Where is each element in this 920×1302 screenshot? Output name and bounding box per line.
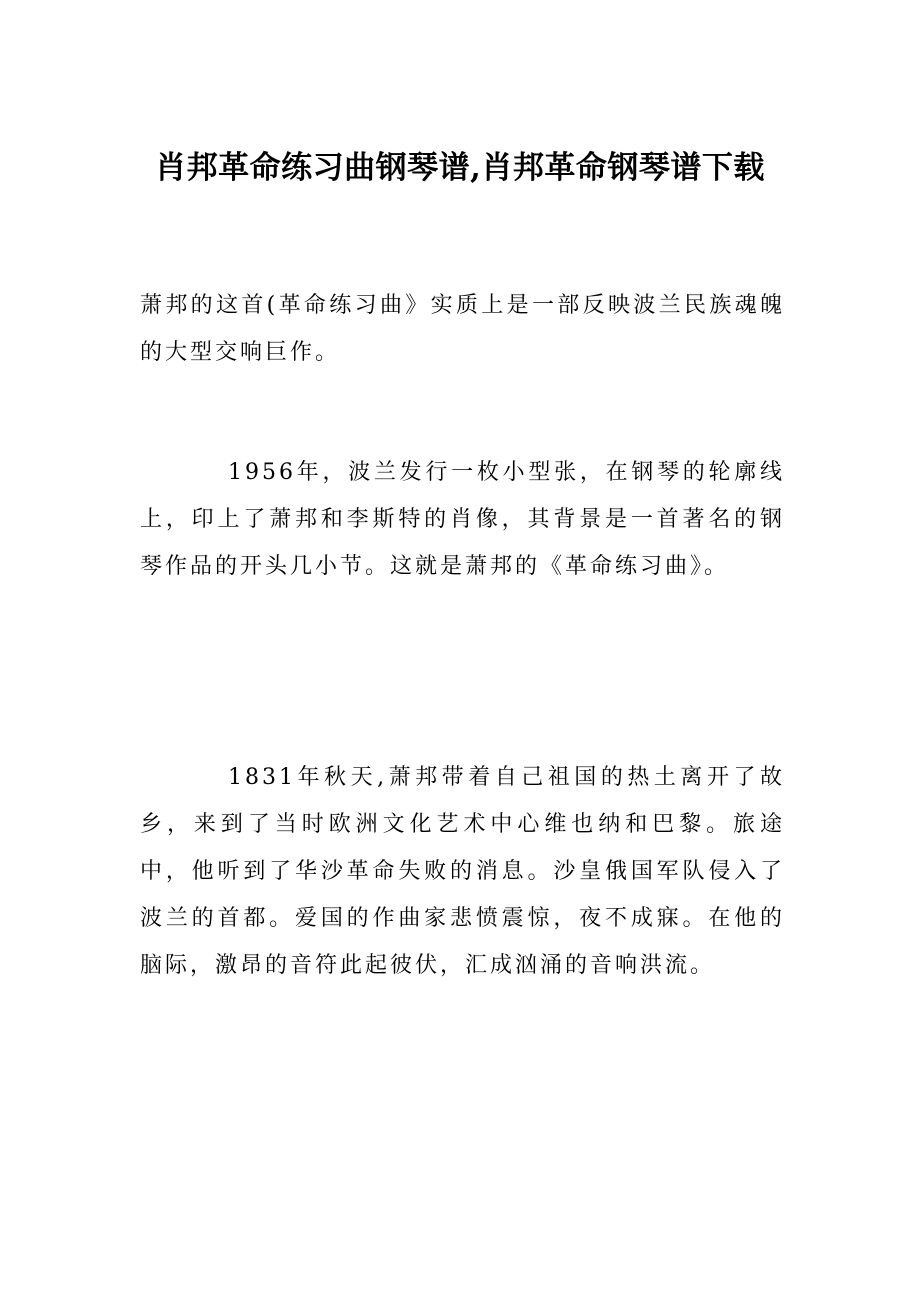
paragraph-stamp-1956: 1956年，波兰发行一枚小型张，在钢琴的轮廓线上，印上了萧邦和李斯特的肖像，其背景是一首著名的钢琴作品的开头几小节。这就是萧邦的《革命练习曲》。 xyxy=(140,460,785,579)
paragraph-history-1831: 1831年秋天,萧邦带着自己祖国的热土离开了故乡，来到了当时欧洲文化艺术中心维也纳和巴黎。旅途中，他听到了华沙革命失败的消息。沙皇俄国军队侵入了波兰的首都。爱国的作曲家悲愤震惊，夜不成寐。在他的脑际，激昂的音符此起彼伏，汇成汹涌的音响洪流。 xyxy=(140,765,785,978)
document-title: 肖邦革命练习曲钢琴谱,肖邦革命钢琴谱下载 xyxy=(155,150,765,186)
paragraph-intro: 萧邦的这首(革命练习曲》实质上是一部反映波兰民族魂魄的大型交响巨作。 xyxy=(140,293,785,365)
